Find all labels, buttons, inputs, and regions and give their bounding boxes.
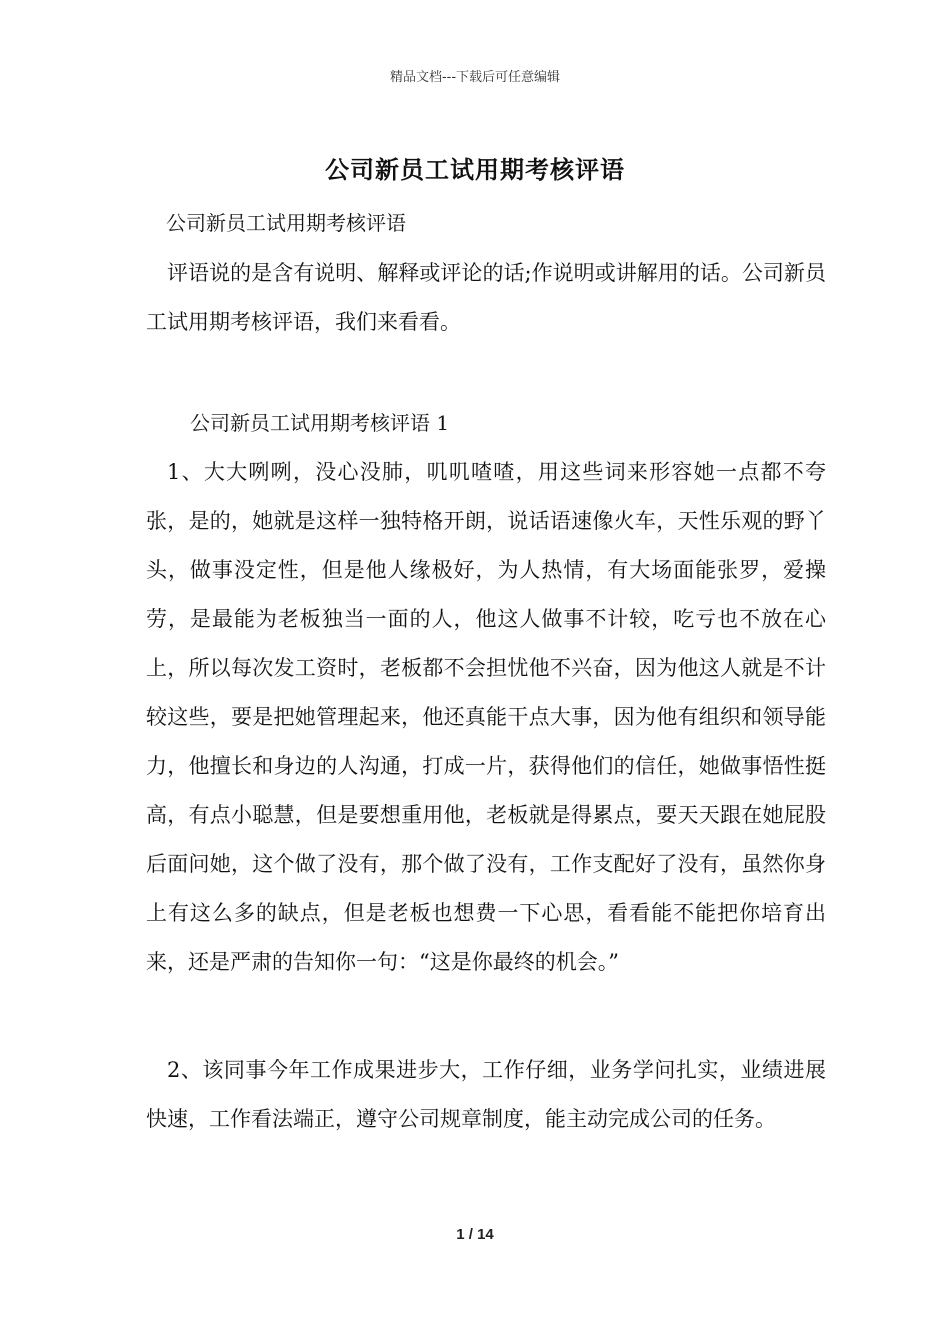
paragraph-text: 1、大大咧咧，没心没肺，叽叽喳喳，用这些词来形容她一点都不夸张，是的，她就是这样一独特格开朗，说话语速像火车，天性乐观的野丫头，做事没定性，但是他人缘极好，为人热情，有大场面能张罗，爱操劳，是最能为老板独当一面的人，他这人做事不计较，吃亏也不放在心上，所以每次发工资时，老板都不会担忧他不兴奋，因为他这人就是不计较这些，要是把她管理起来，他还真能干点大事，因为他有组织和领导能力，他擅长和身边的人沟通，打成一片，获得他们的信任，她做事悟性挺高，有点小聪慧，但是要想重用他，老板就是得累点，要天天跟在她屁股后面问她，这个做了没有，那个做了没有，工作支配好了没有，虽然你身上有这么多的缺点，但是老板也想费一下心思，看看能不能把你培育出来，还是严肃的告知你一句：“这是你最终的机会。” bbox=[146, 460, 826, 974]
intro-text: 评语说的是含有说明、解释或评论的话;作说明或讲解用的话。公司新员工试用期考核评语，我们来看看。 bbox=[146, 261, 826, 334]
page-header: 精品文档---下载后可任意编辑 bbox=[389, 70, 561, 85]
page-number: 1 / 14 bbox=[456, 1226, 494, 1243]
intro-paragraph bbox=[146, 249, 826, 347]
document-subtitle: 公司新员工试用期考核评语 bbox=[166, 211, 406, 235]
comment-paragraph-2 bbox=[146, 1046, 826, 1144]
paragraph-text: 2、该同事今年工作成果进步大，工作仔细，业务学问扎实，业绩进展快速，工作看法端正，遵守公司规章制度，能主动完成公司的任务。 bbox=[146, 1058, 826, 1131]
comment-paragraph-1 bbox=[146, 448, 826, 987]
document-title: 公司新员工试用期考核评语 bbox=[325, 155, 625, 184]
section-heading: 公司新员工试用期考核评语 1 bbox=[190, 411, 450, 435]
